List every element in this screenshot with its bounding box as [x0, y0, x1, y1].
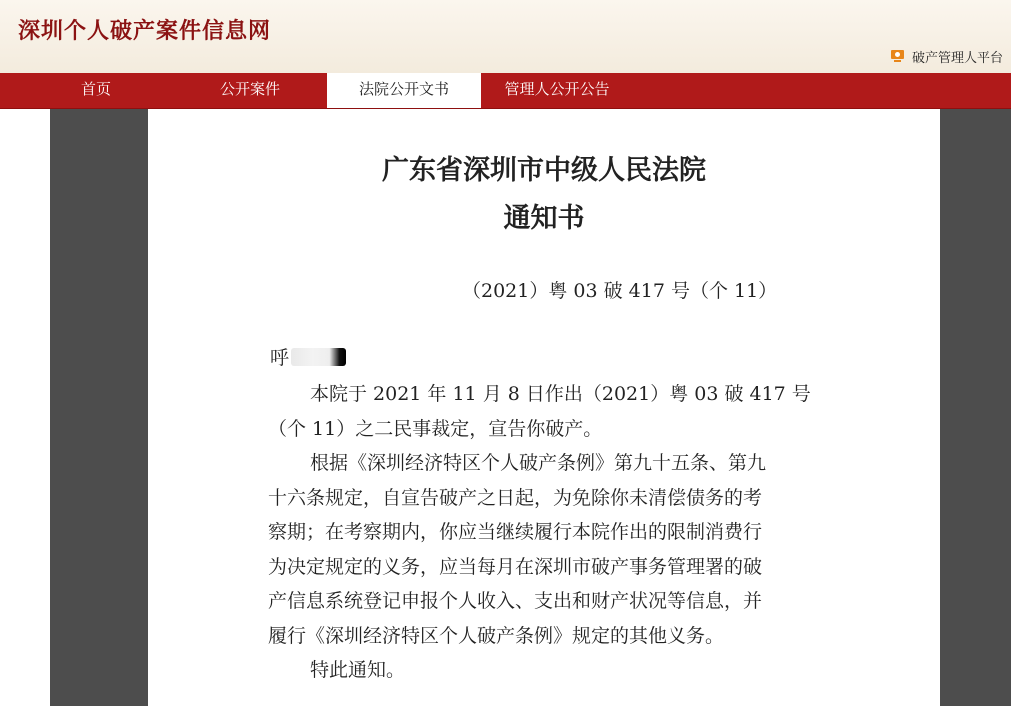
document-type: 通知书 — [503, 203, 585, 234]
monitor-icon — [891, 50, 904, 63]
main-nav — [0, 73, 1011, 109]
nav-manager-notices[interactable]: 管理人公开公告 — [504, 80, 610, 98]
site-title[interactable]: 深圳个人破产案件信息网 — [18, 19, 272, 44]
document-body — [268, 377, 828, 688]
body-line: 产信息系统登记申报个人收入、支出和财产状况等信息，并 — [268, 590, 763, 612]
case-number: （2021）粤 03 破 417 号（个 11） — [462, 280, 778, 302]
site-header — [0, 0, 1011, 73]
redaction-mark — [291, 348, 346, 366]
manager-platform-link[interactable] — [891, 47, 1003, 66]
nav-home[interactable]: 首页 — [80, 80, 111, 98]
recipient-prefix: 呼 — [270, 347, 290, 369]
manager-platform-label: 破产管理人平台 — [911, 51, 1003, 66]
recipient — [270, 343, 346, 370]
court-name: 广东省深圳市中级人民法院 — [382, 155, 706, 186]
body-line: 为决定规定的义务，应当每月在深圳市破产事务管理署的破 — [268, 555, 763, 578]
nav-court-documents[interactable]: 法院公开文书 — [327, 73, 481, 108]
body-line: 根据《深圳经济特区个人破产条例》第九十五条、第九 — [310, 452, 767, 474]
body-line: 特此通知。 — [310, 659, 406, 681]
body-line: 察期；在考察期内，你应当继续履行本院作出的限制消费行 — [268, 521, 763, 543]
body-line: （个 11）之二民事裁定，宣告你破产。 — [268, 417, 603, 440]
body-line: 十六条规定，自宣告破产之日起，为免除你未清偿债务的考 — [268, 486, 763, 509]
nav-public-cases[interactable]: 公开案件 — [219, 80, 280, 98]
body-line: 本院于 2021 年 11 月 8 日作出（2021）粤 03 破 417 号 — [310, 383, 811, 405]
body-line: 履行《深圳经济特区个人破产条例》规定的其他义务。 — [268, 624, 725, 647]
